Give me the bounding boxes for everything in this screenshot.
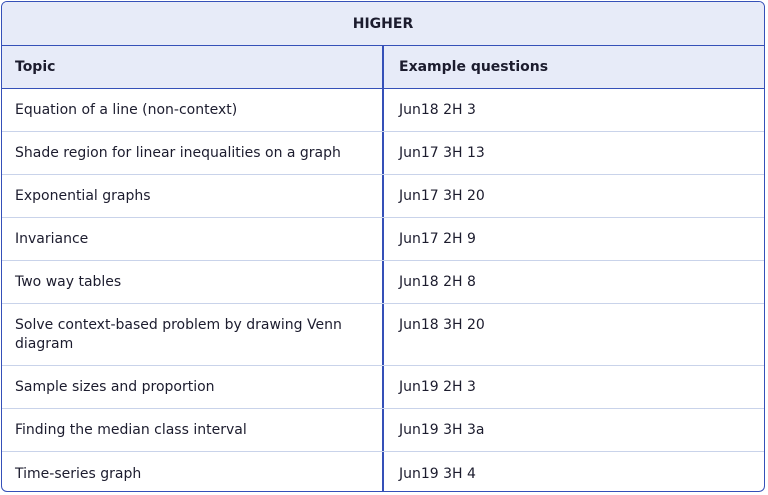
example-cell: Jun19 3H 4 xyxy=(399,465,476,482)
example-cell: Jun18 2H 3 xyxy=(399,102,476,118)
example-cell: Jun18 3H 20 xyxy=(399,317,485,333)
example-cell: Jun17 3H 13 xyxy=(399,145,485,161)
example-cell: Jun18 2H 8 xyxy=(399,274,476,290)
example-cell: Jun17 2H 9 xyxy=(399,231,476,247)
topic-cell: Finding the median class interval xyxy=(2,409,384,451)
header-topic: Topic xyxy=(2,46,384,88)
table-row xyxy=(2,175,764,218)
topic-cell: Sample sizes and proportion xyxy=(2,366,384,408)
table-row xyxy=(2,218,764,261)
example-cell: Jun19 3H 3a xyxy=(399,422,485,438)
topics-table xyxy=(1,1,765,492)
table-row xyxy=(2,89,764,132)
table-row xyxy=(2,132,764,175)
table-row xyxy=(2,261,764,304)
topic-cell: Time-series graph xyxy=(2,452,384,492)
topic-cell: Shade region for linear inequalities on a graph xyxy=(2,132,384,174)
table-title: HIGHER xyxy=(2,2,764,46)
topic-cell: Two way tables xyxy=(2,261,384,303)
table-row xyxy=(2,366,764,409)
table-row xyxy=(2,452,764,492)
table-row xyxy=(2,409,764,452)
topic-cell: Solve context-based problem by drawing Venn diagram xyxy=(2,304,384,365)
header-row xyxy=(2,46,764,89)
example-cell: Jun19 2H 3 xyxy=(399,379,476,395)
topic-cell: Exponential graphs xyxy=(2,175,384,217)
topic-cell: Invariance xyxy=(2,218,384,260)
table-row xyxy=(2,304,764,366)
topic-cell: Equation of a line (non-context) xyxy=(2,89,384,131)
header-examples: Example questions xyxy=(399,59,549,75)
example-cell: Jun17 3H 20 xyxy=(399,188,485,204)
